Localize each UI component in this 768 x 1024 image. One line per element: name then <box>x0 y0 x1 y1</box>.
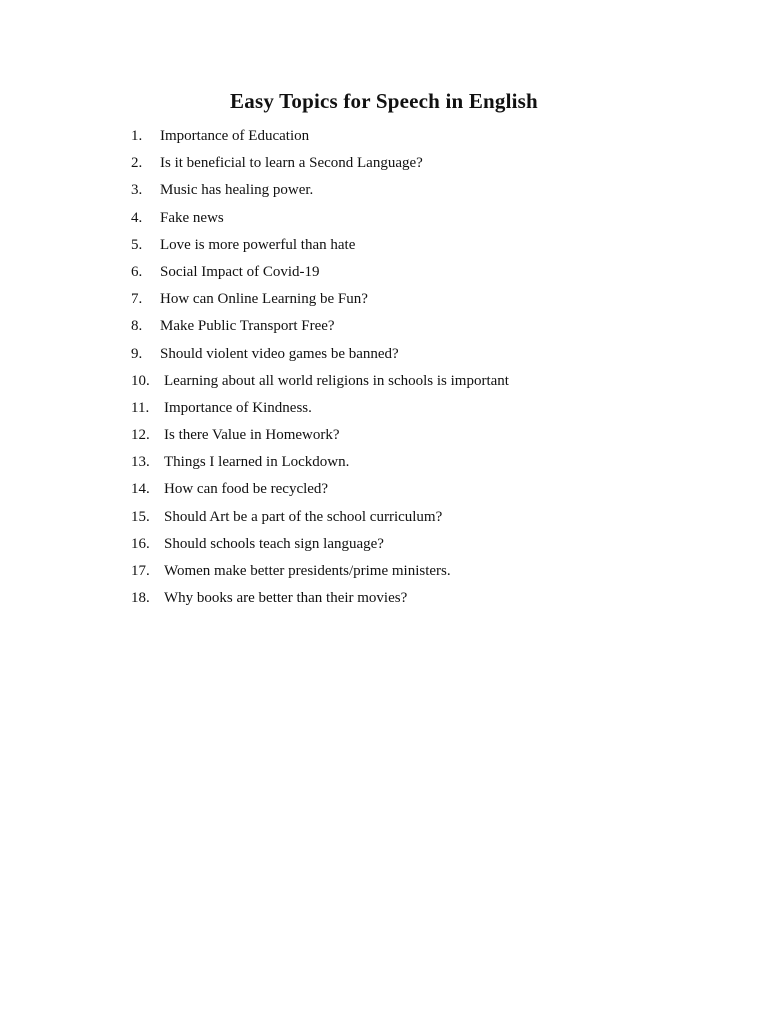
list-item-text: Music has healing power. <box>160 182 314 199</box>
list-item-number: 6. <box>131 263 143 280</box>
list-item-text: Learning about all world religions in schools is important <box>164 372 509 389</box>
list-item <box>131 559 509 586</box>
list-item-text: How can food be recycled? <box>164 481 329 498</box>
page-title: Easy Topics for Speech in English <box>230 89 538 113</box>
list-item-number: 13. <box>131 454 150 471</box>
list-item-text: Is there Value in Homework? <box>164 427 340 444</box>
list-item-text: Should schools teach sign language? <box>164 535 384 552</box>
list-item-number: 16. <box>131 535 150 552</box>
list-item-text: Things I learned in Lockdown. <box>164 454 350 471</box>
list-item-text: Is it beneficial to learn a Second Language? <box>160 155 423 172</box>
list-item-number: 10. <box>131 372 150 389</box>
list-item-text: Love is more powerful than hate <box>160 236 356 253</box>
list-item <box>131 287 509 314</box>
list-item-text: How can Online Learning be Fun? <box>160 291 368 308</box>
list-item-text: Why books are better than their movies? <box>164 590 408 607</box>
list-item-number: 3. <box>131 182 143 199</box>
list-item <box>131 450 509 477</box>
list-item <box>131 314 509 341</box>
list-item-number: 9. <box>131 345 143 362</box>
list-item <box>131 206 509 233</box>
list-item <box>131 233 509 260</box>
list-item-text: Social Impact of Covid-19 <box>160 263 320 280</box>
list-item <box>131 124 509 151</box>
list-item-text: Make Public Transport Free? <box>160 318 335 335</box>
list-item-text: Should violent video games be banned? <box>160 345 399 362</box>
list-item-number: 11. <box>131 399 150 416</box>
list-item-number: 18. <box>131 590 150 607</box>
list-item-text: Women make better presidents/prime ministers. <box>164 563 451 579</box>
list-item <box>131 178 509 205</box>
list-item-number: 12. <box>131 427 150 444</box>
list-item-number: 5. <box>131 236 143 253</box>
list-item-number: 15. <box>131 508 150 525</box>
list-item-number: 8. <box>131 318 143 335</box>
topic-list <box>131 124 509 613</box>
list-item <box>131 369 509 396</box>
list-item <box>131 586 509 613</box>
list-item <box>131 342 509 369</box>
list-item-text: Importance of Kindness. <box>164 399 312 416</box>
list-item <box>131 477 509 504</box>
list-item <box>131 151 509 178</box>
list-item-number: 7. <box>131 291 143 308</box>
list-item-text: Importance of Education <box>160 128 310 144</box>
list-item <box>131 505 509 532</box>
list-item-text: Should Art be a part of the school curriculum? <box>164 508 443 525</box>
list-item <box>131 260 509 287</box>
list-item <box>131 532 509 559</box>
list-item-number: 14. <box>131 481 150 498</box>
list-item <box>131 396 509 423</box>
list-item <box>131 423 509 450</box>
list-item-number: 2. <box>131 155 143 172</box>
list-item-text: Fake news <box>160 209 224 226</box>
list-item-number: 1. <box>131 128 143 144</box>
list-item-number: 17. <box>131 563 150 579</box>
list-item-number: 4. <box>131 209 143 226</box>
